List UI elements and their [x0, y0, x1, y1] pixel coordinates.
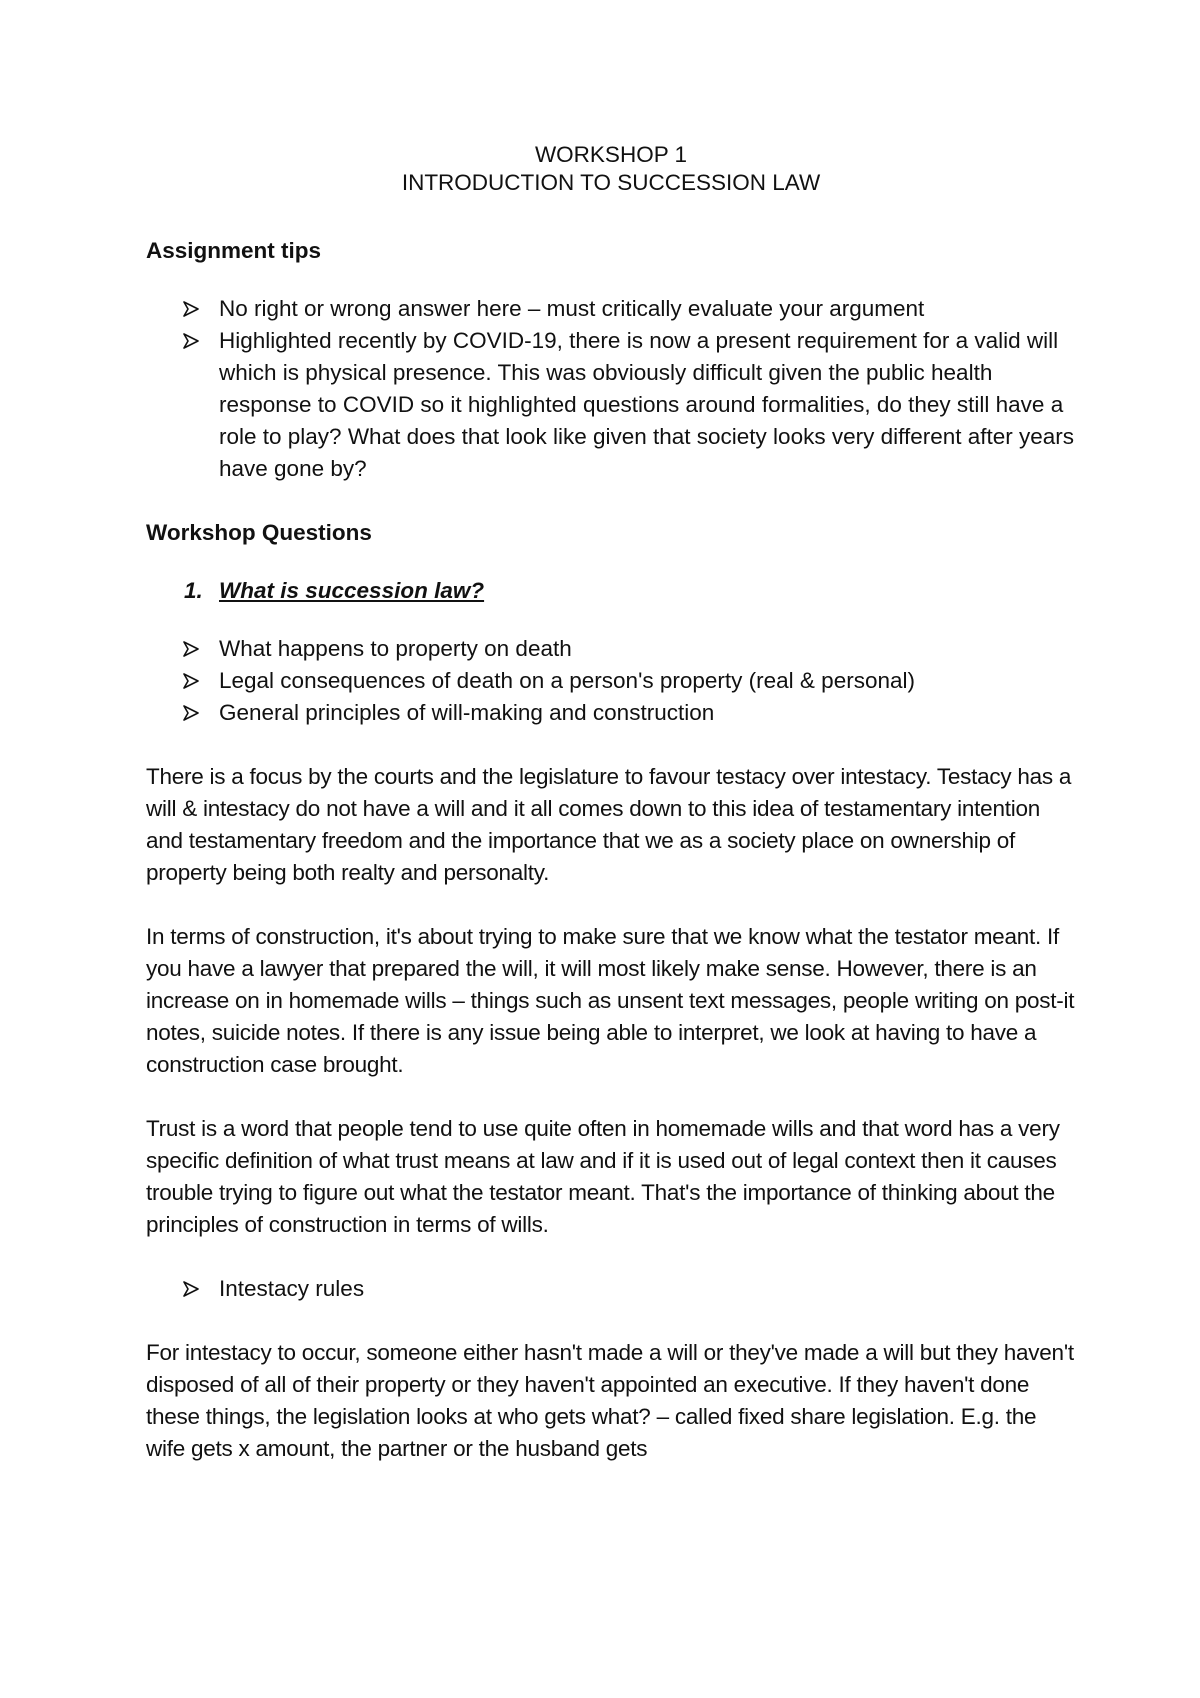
list-item: [146, 665, 1076, 697]
document-title-line-1: WORKSHOP 1: [534, 142, 688, 167]
list-item-text: No right or wrong answer here – must critically evaluate your argument: [219, 296, 925, 321]
paragraph-testacy: There is a focus by the courts and the legislature to favour testacy over intestacy. Testacy has a will & intestacy do not have a will and it all comes down to this idea of testamentary intention and testamentary freedom and the importance that we as a society place on ownership of property being both realty and personalty.: [146, 764, 1072, 885]
list-item-text: Legal consequences of death on a person's property (real & personal): [219, 668, 915, 693]
list-item-text: General principles of will-making and construction: [219, 700, 715, 725]
arrowhead-bullet-icon: [183, 697, 203, 729]
list-item-text: What happens to property on death: [219, 636, 572, 661]
document-page: [146, 141, 1076, 1465]
arrowhead-bullet-icon: [183, 665, 203, 697]
list-item: [146, 633, 1076, 665]
arrowhead-bullet-icon: [183, 633, 203, 665]
assignment-tips-list: [146, 293, 1076, 485]
workshop-questions-heading: Workshop Questions: [146, 520, 372, 545]
list-item: [146, 697, 1076, 729]
list-item: [146, 325, 1076, 485]
list-item: [146, 1273, 1076, 1305]
assignment-tips-heading: Assignment tips: [146, 238, 322, 263]
paragraph-trust: Trust is a word that people tend to use quite often in homemade wills and that word has a very specific definition of what trust means at law and if it is used out of legal context then it causes trouble trying to figure out what the testator meant. That's the importance of thinking about the principles of construction in terms of wills.: [146, 1116, 1060, 1237]
arrowhead-bullet-icon: [183, 1273, 203, 1305]
question-text: What is succession law?: [219, 578, 485, 603]
document-title-line-2: INTRODUCTION TO SUCCESSION LAW: [401, 170, 821, 195]
arrowhead-bullet-icon: [183, 293, 203, 325]
paragraph-intestacy: For intestacy to occur, someone either hasn't made a will or they've made a will but they haven't disposed of all of their property or they haven't appointed an executive. If they haven't done these things, the legislation looks at who gets what? – called fixed share legislation. E.g. the wife gets x amount, the partner or the husband gets: [146, 1340, 1074, 1461]
question-number: 1.: [184, 578, 203, 603]
arrowhead-bullet-icon: [183, 325, 203, 357]
question-1-list: [146, 633, 1076, 729]
question-1: [146, 575, 1076, 607]
paragraph-construction: In terms of construction, it's about trying to make sure that we know what the testator meant. If you have a lawyer that prepared the will, it will most likely make sense. However, there is an increase on in homemade wills – things such as unsent text messages, people writing on post-it notes, suicide notes. If there is any issue being able to interpret, we look at having to have a construction case brought.: [146, 924, 1075, 1077]
list-item-text: Highlighted recently by COVID-19, there is now a present requirement for a valid will which is physical presence. This was obviously difficult given the public health response to COVID so it highlighted questions around formalities, do they still have a role to play? What does that look like given that society looks very different after years have gone by?: [219, 328, 1075, 481]
list-item: [146, 293, 1076, 325]
list-item-text: Intestacy rules: [219, 1276, 365, 1301]
intestacy-list: [146, 1273, 1076, 1305]
